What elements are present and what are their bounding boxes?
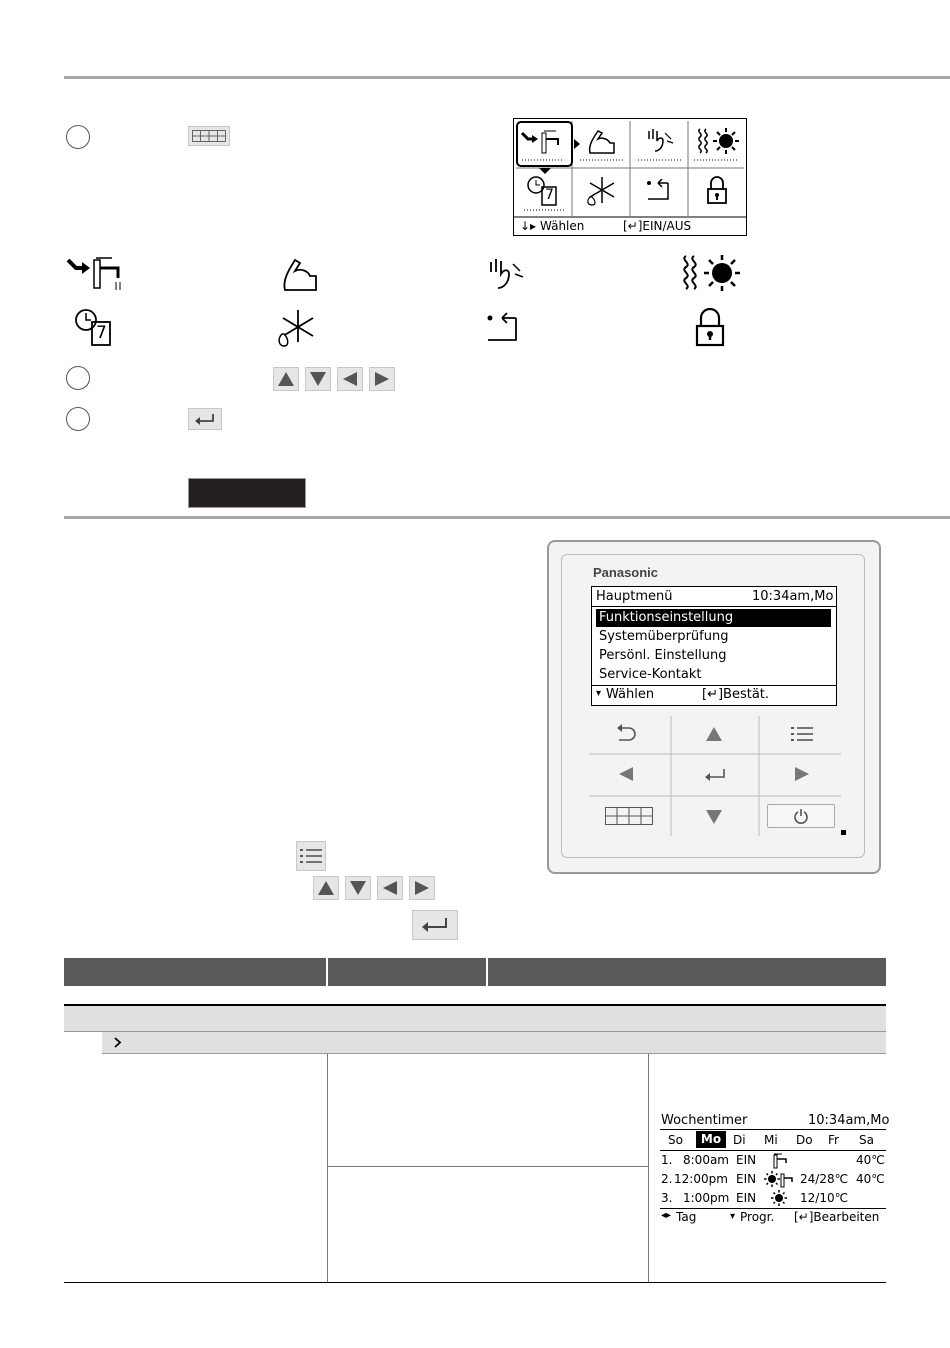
back-button[interactable] (615, 724, 637, 744)
quick-menu-screen (513, 118, 747, 236)
day-tab[interactable]: Do (796, 1133, 813, 1147)
row-state: EIN (736, 1153, 757, 1167)
day-number: 7 (545, 187, 554, 203)
weekly-timer-screen (658, 1110, 890, 1230)
up-button[interactable] (705, 726, 723, 742)
enter-key (188, 408, 222, 430)
defrost-icon (584, 175, 620, 207)
step-3-circle (66, 407, 90, 431)
left-key (377, 876, 403, 900)
menu-item-service-contact[interactable]: Service-Kontakt (599, 667, 702, 682)
footer-day-label: Tag (676, 1210, 697, 1224)
enter-icon (420, 917, 450, 933)
down-key (345, 876, 371, 900)
sun-icon (771, 1190, 787, 1206)
left-triangle-icon (341, 371, 359, 387)
row-temps: 24/28℃ (800, 1172, 849, 1186)
tap-icon (780, 1172, 794, 1188)
up-triangle-icon (317, 880, 335, 896)
down-key (305, 367, 331, 391)
powerful-arm-icon (586, 127, 618, 157)
header-divider (326, 958, 328, 986)
heater-sun-icon (694, 127, 740, 157)
hot-water-tap-icon (520, 129, 568, 157)
heater-sun-icon (678, 254, 742, 294)
footer-select-label: Wählen (606, 687, 655, 702)
status-led (841, 830, 846, 835)
screen-time: 10:34am,Mo (752, 589, 834, 604)
power-button[interactable] (767, 804, 835, 828)
quiet-hand-icon (486, 256, 526, 292)
weekly-timer-icon (74, 308, 114, 348)
screen-footer-rule (592, 685, 836, 686)
enter-icon (193, 413, 217, 425)
down-button[interactable] (705, 809, 723, 825)
subsection-band (102, 1032, 886, 1054)
row-temps: 12/10℃ (800, 1191, 849, 1205)
sun-icon (764, 1171, 780, 1187)
section-band (64, 1006, 886, 1032)
left-right-arrows-icon: ◂▸ (661, 1210, 672, 1221)
timer-time: 10:34am,Mo (808, 1113, 890, 1128)
black-bar (188, 478, 306, 508)
remote-controller (547, 540, 881, 874)
timer-footer-rule (660, 1208, 886, 1209)
up-key (273, 367, 299, 391)
chevron-right-icon (114, 1037, 122, 1048)
enter-button[interactable] (703, 768, 727, 782)
return-arrow-icon (646, 179, 674, 203)
menu-list-icon (300, 848, 322, 864)
tap-icon (772, 1153, 790, 1169)
enter-key (412, 910, 458, 940)
select-arrows-icon: ↓▸ (520, 219, 537, 233)
row-tank-temp: 40℃ (856, 1153, 885, 1167)
up-triangle-icon (277, 371, 295, 387)
powerful-arm-icon (280, 256, 320, 294)
footer-prog-label: Progr. (740, 1210, 775, 1224)
left-button[interactable] (617, 766, 635, 782)
menu-item-personal-settings[interactable]: Persönl. Einstellung (599, 648, 727, 663)
table-header-row (64, 958, 886, 986)
row-time: 1:00pm (683, 1191, 730, 1205)
menu-list-button[interactable] (791, 726, 813, 742)
table-bottom-rule (64, 1282, 886, 1283)
controller-screen (591, 586, 837, 706)
day-tab[interactable]: Di (733, 1133, 746, 1147)
menu-item-function-settings[interactable]: Funktionseinstellung (596, 609, 831, 627)
footer-toggle-label: [↵]EIN/AUS (623, 219, 692, 233)
day-tabs-rule (660, 1150, 886, 1151)
top-rule (64, 76, 950, 79)
header-divider (486, 958, 488, 986)
footer-select-label: Wählen (540, 219, 585, 233)
row-index: 2. (661, 1172, 673, 1186)
day-number: 7 (96, 323, 107, 343)
right-key (369, 367, 395, 391)
table-col-divider (648, 1054, 649, 1283)
table-col-divider (327, 1054, 328, 1283)
down-triangle-icon (309, 371, 327, 387)
brand-logo: Panasonic (593, 565, 659, 580)
day-tab-selected[interactable]: Mo (696, 1131, 726, 1148)
row-index: 1. (661, 1153, 673, 1167)
day-tabs (660, 1131, 886, 1149)
day-tab[interactable]: So (668, 1133, 683, 1147)
table-row-divider (327, 1166, 648, 1167)
down-arrow-icon: ▾ (730, 1211, 736, 1222)
lock-icon (706, 175, 728, 205)
row-time: 12:00pm (674, 1172, 728, 1186)
row-tank-temp: 40℃ (856, 1172, 885, 1186)
menu-key-icon (188, 126, 230, 146)
screen-title: Hauptmenü (596, 589, 673, 604)
quick-menu-button[interactable] (605, 807, 653, 825)
right-triangle-icon (373, 371, 391, 387)
row-index: 3. (661, 1191, 673, 1205)
step-1-circle (66, 125, 90, 149)
footer-confirm-label: [↵]Bestät. (702, 687, 770, 702)
defrost-icon (274, 308, 320, 348)
timer-title-rule (660, 1129, 886, 1130)
return-arrow-icon (486, 312, 522, 344)
right-button[interactable] (793, 766, 811, 782)
day-tab[interactable]: Fr (828, 1133, 839, 1147)
power-icon (793, 808, 809, 824)
row-state: EIN (736, 1191, 757, 1205)
step-2-circle (66, 366, 90, 390)
timer-title: Wochentimer (661, 1113, 748, 1128)
middle-rule (64, 516, 950, 519)
up-key (313, 876, 339, 900)
hot-water-tap-icon (66, 256, 126, 292)
left-triangle-icon (381, 880, 399, 896)
menu-item-system-check[interactable]: Systemüberprüfung (599, 629, 729, 644)
weekly-timer-icon (526, 175, 560, 207)
row-time: 8:00am (683, 1153, 729, 1167)
quick-menu-footer (520, 219, 742, 234)
right-triangle-icon (413, 880, 431, 896)
screen-title-rule (592, 606, 836, 607)
footer-edit-label: [↵]Bearbeiten (794, 1210, 880, 1224)
down-arrow-icon: ▾ (596, 688, 602, 699)
left-key (337, 367, 363, 391)
right-key (409, 876, 435, 900)
down-triangle-icon (349, 880, 367, 896)
day-tab[interactable]: Mi (764, 1133, 778, 1147)
day-tab[interactable]: Sa (859, 1133, 874, 1147)
menu-list-key (296, 841, 326, 871)
row-state: EIN (736, 1172, 757, 1186)
quiet-hand-icon (645, 127, 675, 155)
lock-icon (694, 308, 726, 348)
